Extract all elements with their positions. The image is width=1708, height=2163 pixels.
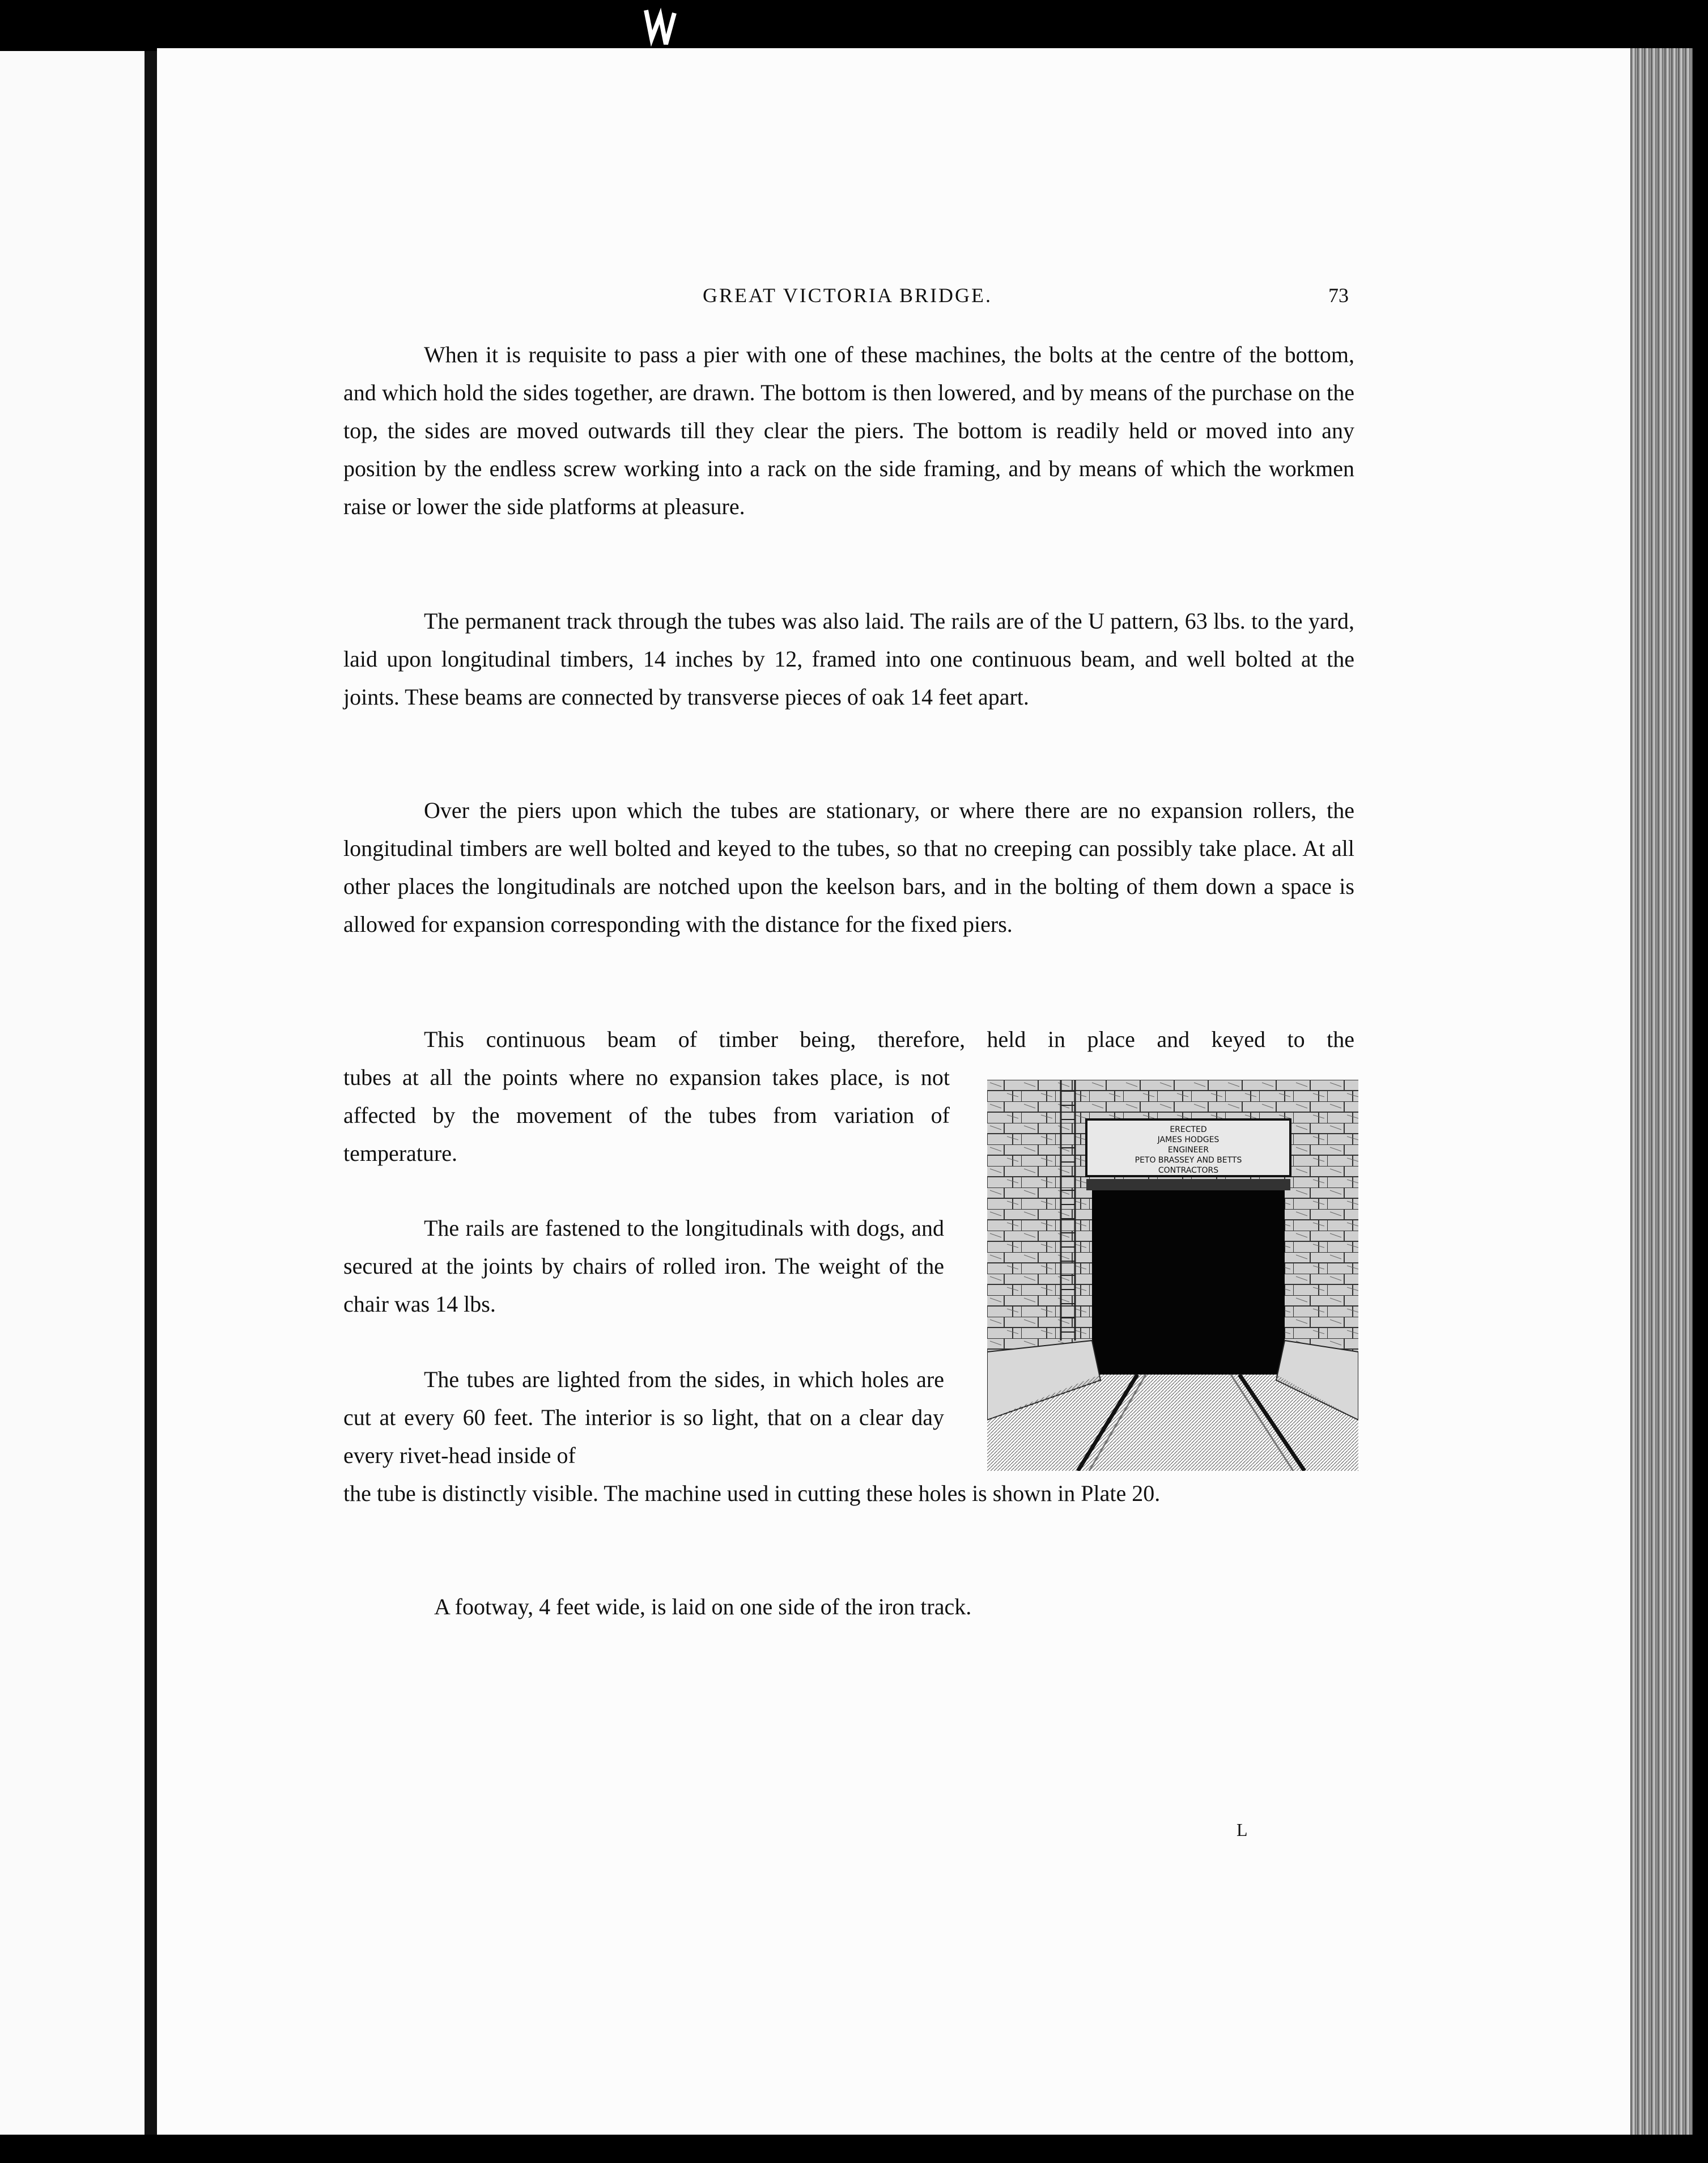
page-number: 73 xyxy=(1328,284,1349,307)
paragraph-footway: A footway, 4 feet wide, is laid on one side of the iron track. xyxy=(434,1594,972,1619)
tube-opening xyxy=(1092,1187,1285,1375)
scan-border-top xyxy=(0,0,1708,51)
binding-clip-mark xyxy=(640,5,680,50)
facing-page-margin xyxy=(0,51,145,2135)
paragraph-tubes-lighted: The tubes are lighted from the sides, in which holes are cut at every 60 feet. The interior is so light, that on a clear day every rivet-head inside of xyxy=(343,1367,944,1468)
paragraph-tubes-lighted-continued: the tube is distinctly visible. The machine used in cutting these holes is shown in Plate 20. xyxy=(343,1481,1161,1506)
plaque-line-3: ENGINEER xyxy=(1167,1146,1209,1155)
paragraph-continuous-beam-rest: tubes at all the points where no expansion takes place, is not affected by the movement of the tubes from variation of temperature. xyxy=(343,1064,950,1166)
paragraph-piers-longitudinals: Over the piers upon which the tubes are stationary, or where there are no expansion rollers, the longitudinal timbers are well bolted and keyed to the tubes, so that no creeping can possibly take place. At all other places the longitudinals are notched upon the keelson bars, and in the bolting of them down a space is allowed for expansion corresponding with the distance for the fixed piers. xyxy=(343,798,1354,937)
running-title: GREAT VICTORIA BRIDGE. xyxy=(703,284,993,307)
page-stack-edge xyxy=(1630,48,1693,2140)
tube-entrance-illustration xyxy=(987,1080,1358,1471)
plaque-line-5: CONTRACTORS xyxy=(1158,1166,1219,1175)
plaque-line-2: JAMES HODGES xyxy=(1157,1135,1220,1144)
paragraph-continuous-beam-first-line: This continuous beam of timber being, therefore, held in place and keyed to the xyxy=(424,1027,1354,1052)
scan-border-bottom xyxy=(0,2135,1708,2163)
plaque-line-4: PETO BRASSEY AND BETTS xyxy=(1135,1156,1242,1165)
paragraph-permanent-track: The permanent track through the tubes was also laid. The rails are of the U pattern, 63 lbs. to the yard, laid upon longitudinal timbers, 14 inches by 12, framed into one continuous beam, and well bolted at the joints. These beams are connected by transverse pieces of oak 14 feet apart. xyxy=(343,608,1354,710)
paragraph-machine-passing-pier: When it is requisite to pass a pier with one of these machines, the bolts at the centre of the bottom, and which hold the sides together, are drawn. The bottom is then lowered, and by means of the purchase on the top, the sides are moved outwards till they clear the piers. The bottom is readily held or moved into any position by the endless screw working into a rack on the side framing, and by means of which the workmen raise or lower the side platforms at pleasure. xyxy=(343,342,1354,519)
paragraph-rails-fastened: The rails are fastened to the longitudinals with dogs, and secured at the joints by chairs of rolled iron. The weight of the chair was 14 lbs. xyxy=(343,1215,944,1317)
signature-letter: L xyxy=(1237,1820,1248,1840)
plaque-line-1: ERECTED xyxy=(1170,1125,1207,1134)
book-gutter xyxy=(145,51,157,2135)
